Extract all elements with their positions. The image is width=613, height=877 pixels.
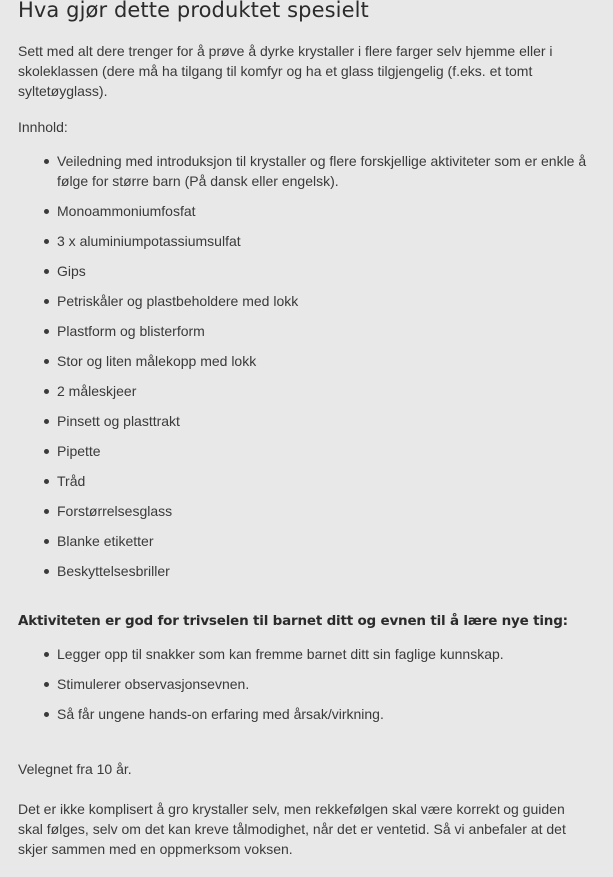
list-item: [18, 471, 588, 491]
list-item: [18, 441, 588, 461]
list-item-text: Monoammoniumfosfat: [57, 203, 196, 219]
outro-paragraph: Det er ikke komplisert å gro krystaller selv, men rekkefølgen skal være korrekt og guiden skal følges, selv om det kan kreve tålmodighet, når det er ventetid. Så vi anbefaler at det skjer sammen med en oppmerksom voksen.: [18, 801, 566, 857]
bullet-icon: [44, 389, 49, 394]
bullet-icon: [44, 479, 49, 484]
bullet-icon: [44, 299, 49, 304]
age-recommendation: Velegnet fra 10 år.: [18, 761, 132, 777]
list-item-text: Gips: [57, 263, 86, 279]
bullet-icon: [44, 682, 49, 687]
list-item-text: Beskyttelsesbriller: [57, 563, 170, 579]
list-item: [18, 321, 588, 341]
bullet-icon: [44, 712, 49, 717]
bullet-icon: [44, 569, 49, 574]
bullet-icon: [44, 449, 49, 454]
list-item: [18, 351, 588, 371]
list-item: [18, 561, 588, 581]
list-item-text: Pinsett og plasttrakt: [57, 413, 180, 429]
list-item-text: Veiledning med introduksjon til krystaller og flere forskjellige aktiviteter som er enkle å følge for større barn (På dansk eller engelsk).: [57, 153, 587, 189]
list-item-text: Så får ungene hands-on erfaring med årsak/virkning.: [57, 706, 384, 722]
list-item: [18, 291, 588, 311]
list-item: [18, 644, 588, 664]
list-item: [18, 261, 588, 281]
bullet-icon: [44, 652, 49, 657]
list-item-text: Petriskåler og plastbeholdere med lokk: [57, 293, 299, 309]
bullet-icon: [44, 239, 49, 244]
list-item-text: Pipette: [57, 443, 101, 459]
bullet-icon: [44, 329, 49, 334]
bullet-icon: [44, 539, 49, 544]
bullet-icon: [44, 509, 49, 514]
list-item: [18, 151, 588, 191]
bullet-icon: [44, 419, 49, 424]
intro-paragraph: Sett med alt dere trenger for å prøve å dyrke krystaller i flere farger selv hjemme eller i skoleklassen (dere må ha tilgang til komfyr og ha et glass tilgjengelig (f.eks. et tomt syltetøyglass).: [18, 43, 553, 99]
bullet-icon: [44, 209, 49, 214]
list-item: [18, 704, 588, 724]
list-item: [18, 201, 588, 221]
list-item-text: Legger opp til snakker som kan fremme barnet ditt sin faglige kunnskap.: [57, 646, 504, 662]
list-item-text: 2 måleskjeer: [57, 383, 137, 399]
list-item: [18, 674, 588, 694]
bullet-icon: [44, 359, 49, 364]
contents-list: [18, 151, 588, 591]
benefits-heading: Aktiviteten er god for trivselen til barnet ditt og evnen til å lære nye ting:: [18, 613, 568, 629]
contents-label: Innhold:: [18, 119, 68, 135]
list-item-text: Blanke etiketter: [57, 533, 154, 549]
list-item-text: Tråd: [57, 473, 86, 489]
list-item: [18, 231, 588, 251]
list-item-text: 3 x aluminiumpotassiumsulfat: [57, 233, 241, 249]
list-item: [18, 501, 588, 521]
list-item: [18, 531, 588, 551]
list-item-text: Stimulerer observasjonsevnen.: [57, 676, 250, 692]
list-item-text: Plastform og blisterform: [57, 323, 205, 339]
list-item: [18, 381, 588, 401]
section-title: Hva gjør dette produktet spesielt: [18, 0, 369, 22]
list-item-text: Forstørrelsesglass: [57, 503, 173, 519]
bullet-icon: [44, 269, 49, 274]
benefits-list: [18, 644, 588, 734]
list-item: [18, 411, 588, 431]
list-item-text: Stor og liten målekopp med lokk: [57, 353, 257, 369]
bullet-icon: [44, 159, 49, 164]
